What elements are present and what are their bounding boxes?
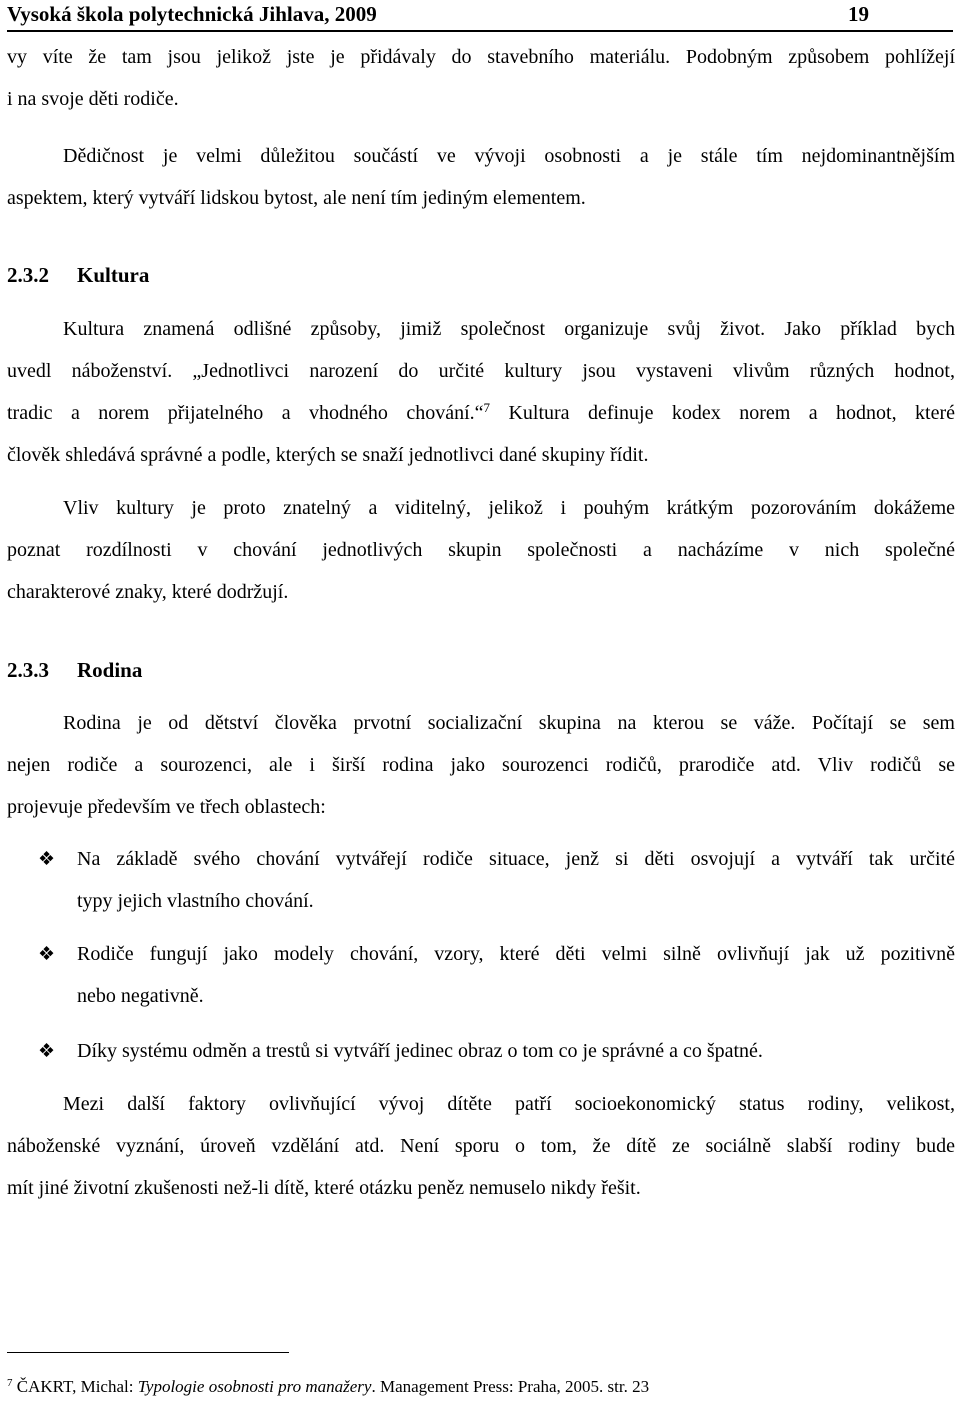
paragraph-line: náboženské vyznání, úroveň vzdělání atd. Není sporu o tom, že dítě ze sociálně slabší rodiny bude	[7, 1135, 955, 1157]
page-header	[7, 2, 953, 32]
list-item-line: nebo negativně.	[77, 985, 204, 1007]
paragraph-line: Dědičnost je velmi důležitou součástí ve vývoji osobnosti a je stále tím nejdominantnějším	[63, 145, 955, 167]
paragraph-line: projevuje především ve třech oblastech:	[7, 796, 326, 818]
paragraph-line: i na svoje děti rodiče.	[7, 88, 179, 110]
section-title: Rodina	[77, 658, 143, 682]
diamond-bullet-icon: ❖	[38, 849, 56, 870]
paragraph-line: Vliv kultury je proto znatelný a viditelný, jelikož i pouhým krátkým pozorováním dokážeme	[63, 497, 955, 519]
section-heading-rodina	[7, 658, 142, 683]
paragraph-line: Mezi další faktory ovlivňující vývoj dítěte patří socioekonomický status rodiny, velikost,	[63, 1093, 955, 1115]
paragraph-line: vy víte že tam jsou jelikož jste je přidávaly do stavebního materiálu. Podobným způsobem pohlížejí	[7, 46, 955, 68]
paragraph-line	[7, 402, 955, 425]
paragraph-line: aspektem, který vytváří lidskou bytost, ale není tím jediným elementem.	[7, 187, 586, 209]
list-item-line: Rodiče fungují jako modely chování, vzory, které děti velmi silně ovlivňují jak už pozitivně	[77, 943, 955, 965]
paragraph-line: poznat rozdílnosti v chování jednotlivých skupin společnosti a nacházíme v nich společné	[7, 539, 955, 561]
footnote-separator	[7, 1352, 289, 1353]
paragraph-line: Rodina je od dětství člověka prvotní socializační skupina na kterou se váže. Počítají se sem	[63, 712, 955, 734]
paragraph-line: charakterové znaky, které dodržují.	[7, 581, 289, 603]
diamond-bullet-icon: ❖	[38, 1041, 56, 1062]
list-item-line: Na základě svého chování vytvářejí rodiče situace, jenž si děti osvojují a vytváří tak určité	[77, 848, 955, 870]
section-number: 2.3.2	[7, 263, 49, 287]
paragraph-text: Kultura definuje kodex norem a hodnot, které	[490, 402, 955, 424]
footnote-publisher: . Management Press: Praha, 2005. str. 23	[371, 1377, 650, 1396]
section-title: Kultura	[77, 263, 150, 287]
header-title: Vysoká škola polytechnická Jihlava, 2009	[7, 2, 377, 26]
diamond-bullet-icon: ❖	[38, 944, 56, 965]
footnote	[7, 1377, 649, 1397]
list-item-line: typy jejich vlastního chování.	[77, 890, 314, 912]
paragraph-line: uvedl náboženství. „Jednotlivci narození do určité kultury jsou vystaveni vlivům různých hodnot,	[7, 360, 955, 382]
quote-text: tradic a norem přijatelného a vhodného chování.“	[7, 402, 484, 424]
footnote-reference: 7	[483, 400, 491, 415]
paragraph-line: Kultura znamená odlišné způsoby, jimiž společnost organizuje svůj život. Jako příklad bych	[63, 318, 955, 340]
paragraph-line: člověk shledává správné a podle, kterých se snaží jednotlivci dané skupiny řídit.	[7, 444, 649, 466]
footnote-number: 7	[7, 1377, 13, 1389]
paragraph-line: nejen rodiče a sourozenci, ale i širší rodina jako sourozenci rodičů, prarodiče atd. Vliv rodičů se	[7, 754, 955, 776]
section-heading-kultura	[7, 263, 149, 288]
footnote-book-title: Typologie osobnosti pro manažery	[137, 1377, 372, 1396]
list-item-line: Díky systému odměn a trestů si vytváří jedinec obraz o tom co je správné a co špatné.	[77, 1040, 763, 1062]
paragraph-line: mít jiné životní zkušenosti než-li dítě, které otázku peněz nemuselo nikdy řešit.	[7, 1177, 641, 1199]
footnote-author: ČAKRT, Michal:	[16, 1377, 138, 1396]
section-number: 2.3.3	[7, 658, 49, 682]
page-number: 19	[848, 2, 869, 26]
